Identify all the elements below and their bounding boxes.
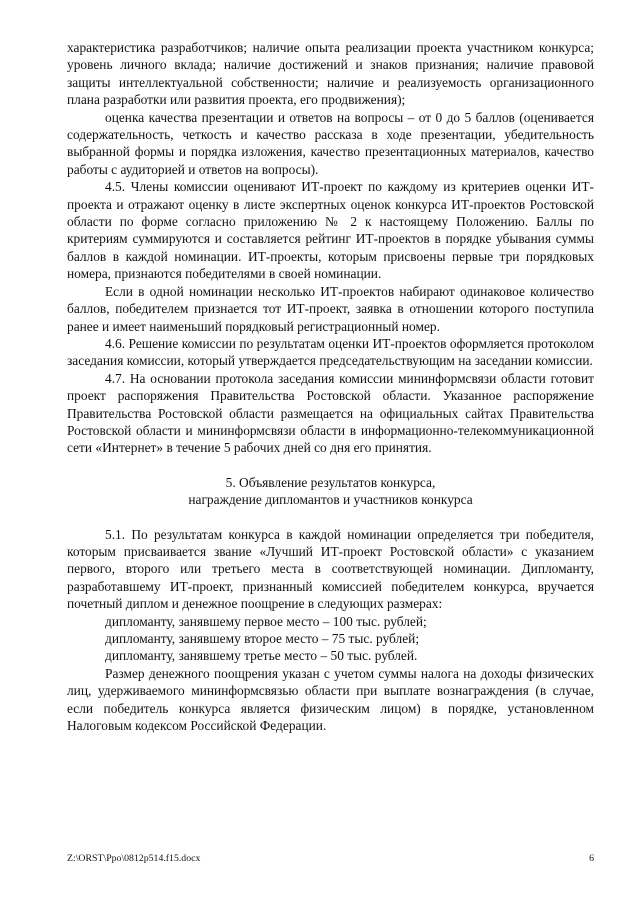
section-title-line-1: 5. Объявление результатов конкурса, — [225, 474, 436, 490]
section-title-line-2: награждение дипломантов и участников конкурса — [188, 492, 473, 508]
paragraph-criteria-continued: характеристика разработчиков; наличие опыта реализации проекта участником конкурса; уровень личного вклада; наличие достижений и знаков признания; наличие правовой защиты интеллектуальной собственности; наличие и реализуемость организационного плана разработки или развития проекта, его продвижения); — [67, 40, 594, 108]
paragraph-presentation-score: оценка качества презентации и ответов на вопросы – от 0 до 5 баллов (оценивается содержательность, четкость и качество рассказа в ходе презентации, убедительность выбранной формы и порядка изложения, качество презентационных материалов, качество работы с аудиторией и ответов на вопросы). — [67, 109, 594, 177]
prize-third-place: дипломанту, занявшему третье место – 50 тыс. рублей. — [105, 648, 418, 664]
paragraph-equal-score: Если в одной номинации несколько ИТ-проектов набирают одинаковое количество баллов, победителем признается тот ИТ-проект, заявка в отношении которого поступила ранее и имеет наименьший порядковый регистрационный номер. — [67, 283, 594, 334]
paragraph-4-6: 4.6. Решение комиссии по результатам оценки ИТ-проектов оформляется протоколом заседания комиссии, который утверждается председательствующим на заседании комиссии. — [67, 335, 594, 369]
paragraph-5-1: 5.1. По результатам конкурса в каждой номинации определяется три победителя, которым присваивается звание «Лучший ИТ-проект Ростовской области» с указанием первого, второго или третьего места в соответствующей номинации. Дипломанту, разработавшему ИТ-проект, признанный комиссией победителем конкурса, вручается почетный диплом и денежное поощрение в следующих размерах: — [67, 526, 594, 612]
spacer — [67, 457, 594, 474]
file-path: Z:\ORST\Ppo\0812p514.f15.docx — [67, 853, 201, 864]
prize-second-place: дипломанту, занявшему второе место – 75 тыс. рублей; — [105, 631, 420, 646]
document-body — [67, 39, 594, 734]
page-number: 6 — [589, 853, 594, 864]
spacer — [67, 509, 594, 526]
paragraph-4-5: 4.5. Члены комиссии оценивают ИТ-проект по каждому из критериев оценки ИТ-проекта и отражают оценку в листе экспертных оценок конкурса ИТ-проектов Ростовской области по форме согласно приложению № 2 к настоящему Положению. Баллы по критериям суммируются и составляется рейтинг ИТ-проектов в порядке убывания суммы баллов в каждой номинации. ИТ-проекты, которым присвоены первые три порядковых номера, признаются победителями в своей номинации. — [67, 179, 594, 282]
paragraph-tax-note: Размер денежного поощрения указан с учетом суммы налога на доходы физических лиц, удерживаемого мининформсвязью области при выплате вознаграждения (в случае, если победитель конкурса является физическим лицом) в порядке, установленном Налоговым кодексом Российской Федерации. — [67, 665, 594, 734]
prize-first-place: дипломанту, занявшему первое место – 100 тыс. рублей; — [105, 613, 427, 629]
paragraph-4-7: 4.7. На основании протокола заседания комиссии мининформсвязи области готовит проект распоряжения Правительства Ростовской области. Указанное распоряжение Правительства Ростовской области размещается на официальных сайтах Правительства Ростовской области и мининформсвязи области в информационно-телекоммуникационной сети «Интернет» в течение 5 рабочих дней со дня его принятия. — [67, 370, 594, 456]
